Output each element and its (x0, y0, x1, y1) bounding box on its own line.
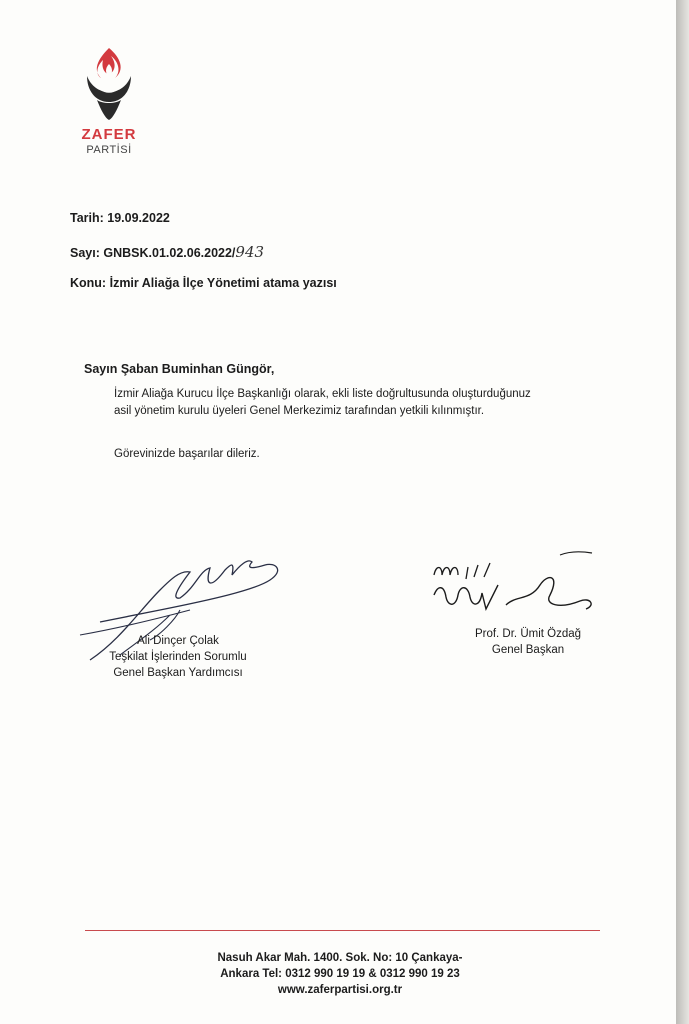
number-value: GNBSK.01.02.06.2022/ (103, 246, 236, 260)
footer-website: www.zaferpartisi.org.tr (277, 984, 403, 996)
left-signer-name: Ali Dinçer Çolak (137, 635, 219, 647)
footer (190, 950, 490, 998)
right-signer-title: Genel Başkan (491, 644, 565, 656)
right-signer-block (448, 626, 608, 658)
left-signer-block (88, 633, 268, 681)
footer-divider (85, 930, 600, 931)
salutation: Sayın Şaban Buminhan Güngör, (84, 362, 275, 376)
subject-line (70, 276, 337, 290)
right-signer-name: Prof. Dr. Ümit Özdağ (474, 628, 582, 640)
footer-address-1: Nasuh Akar Mah. 1400. Sok. No: 10 Çankaya- (217, 952, 463, 964)
date-label: Tarih: (70, 211, 104, 225)
subject-value: İzmir Aliağa İlçe Yönetimi atama yazısı (109, 276, 337, 290)
left-signer-title-2: Genel Başkan Yardımcısı (113, 667, 243, 679)
footer-address-2: Ankara Tel: 0312 990 19 19 & 0312 990 19 23 (220, 968, 460, 980)
letter-body (84, 386, 544, 420)
closing-line: Görevinizde başarılar dileriz. (114, 448, 260, 460)
date-line (70, 211, 170, 225)
number-line (70, 243, 264, 261)
logo-subtitle: PARTİSİ (86, 144, 132, 156)
number-label: Sayı: (70, 246, 100, 260)
party-logo (74, 46, 144, 176)
page-edge-shadow (676, 0, 689, 1024)
date-value: 19.09.2022 (107, 211, 170, 225)
handwritten-number: 943 (235, 243, 265, 261)
subject-label: Konu: (70, 276, 107, 290)
left-signer-title-1: Teşkilat İşlerinden Sorumlu (109, 651, 247, 663)
flame-hand-logo-icon (83, 46, 135, 122)
body-paragraph: İzmir Aliağa Kurucu İlçe Başkanlığı olarak, ekli liste doğrultusunda oluşturduğunuz asil yönetim kurulu üyeleri Genel Merkezimiz tarafından yetkili kılınmıştır. (114, 388, 531, 417)
right-signature-scribble (420, 545, 620, 625)
logo-name: ZAFER (81, 126, 137, 143)
